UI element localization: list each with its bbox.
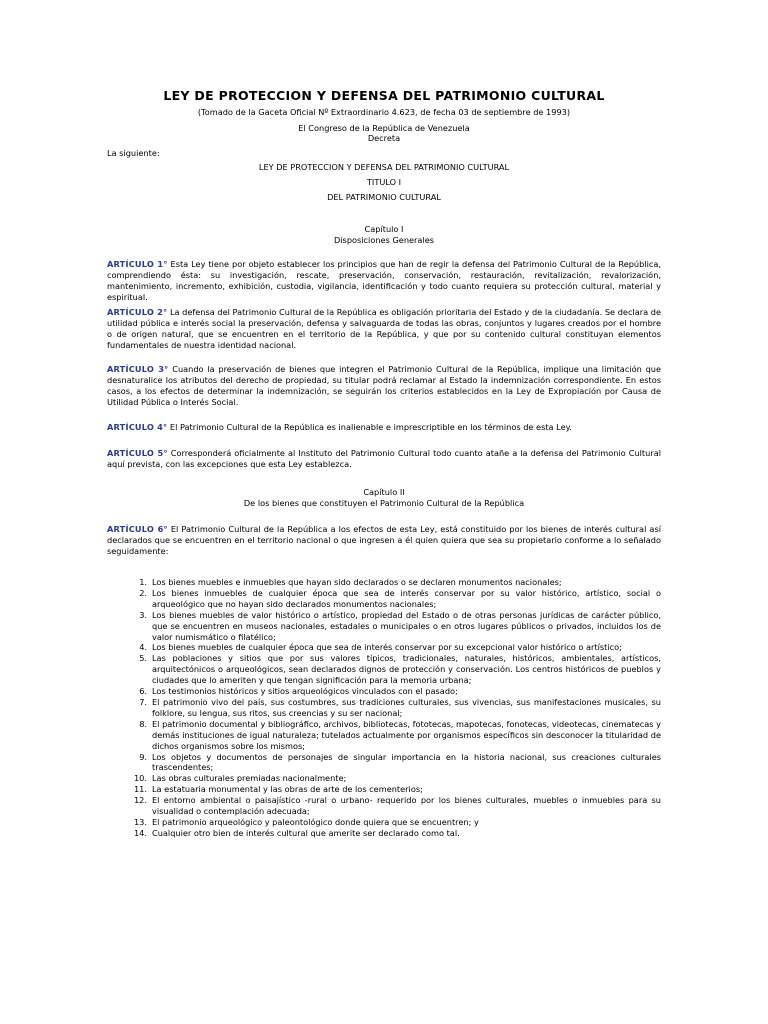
decreta-line: Decreta [367, 133, 401, 143]
list-item-number: 10. [133, 773, 147, 784]
list-item-number: 6. [139, 686, 147, 697]
article-3-text: Cuando la preservación de bienes que integren el Patrimonio Cultural de la República, implique una limitación que desnaturalice los atributos del derecho de propiedad, su titular podrá reclamar al Estado la indemnización correspondiente. En estos casos, a los efectos de determinar la indemnización, se seguirán los criterios establecidos en la Ley de Expropiación por Causa de Utilidad Pública o Interés Social. [107, 364, 661, 407]
article-4-label: ARTÍCULO 4° [107, 422, 168, 432]
list-item-text: Los objetos y documentos de personajes de singular importancia en la historia nacional, sus creaciones culturales trascendentes; [152, 751, 661, 773]
list-item-number: 2. [139, 587, 147, 598]
list-item-number: 9. [139, 751, 147, 762]
list-item [107, 653, 661, 686]
article-6-label: ARTÍCULO 6° [107, 524, 168, 534]
list-item [107, 642, 661, 653]
article-5 [107, 448, 661, 470]
list-item [107, 795, 661, 817]
list-item-number: 4. [139, 642, 147, 653]
list-item-number: 3. [139, 609, 147, 620]
list-item-number: 13. [133, 816, 147, 827]
chapter-2-label: Capítulo II [363, 487, 405, 497]
article-2-label: ARTÍCULO 2° [107, 307, 168, 317]
chapter-1-name: Disposiciones Generales [333, 235, 435, 245]
chapter-1-label: Capítulo I [364, 224, 404, 234]
list-item [107, 784, 661, 795]
list-item-text: El entorno ambiental o paisajístico -rural o urbano- requerido por los bienes culturales, muebles o inmuebles para su visualidad o contemplación adecuada; [152, 795, 661, 817]
article-4-text: El Patrimonio Cultural de la República es inalienable e imprescriptible en los términos de esta Ley. [167, 422, 572, 432]
article-6 [107, 524, 661, 557]
list-item [107, 817, 661, 828]
article-1-label: ARTÍCULO 1° [107, 259, 168, 269]
list-item [107, 752, 661, 774]
list-item [107, 610, 661, 643]
list-item-text: Los bienes muebles de valor histórico o artístico, propiedad del Estado o de otras personas jurídicas de carácter público, que se encuentren en museos nacionales, estadales o municipales o en otros lugares públicos o privados, incluidos los de valor numismático o filatélico; [152, 609, 661, 642]
list-item-number: 11. [133, 784, 147, 795]
list-item-number: 7. [139, 696, 147, 707]
law-title: LEY DE PROTECCION Y DEFENSA DEL PATRIMONIO CULTURAL [258, 162, 510, 172]
article-3 [107, 364, 661, 408]
list-item-text: El patrimonio vivo del país, sus costumbres, sus tradiciones culturales, sus vivencias, sus manifestaciones musicales, su folklore, su lengua, sus ritos, sus creencias y su ser nacional; [152, 696, 661, 718]
list-item [107, 577, 661, 588]
list-item-number: 8. [139, 718, 147, 729]
list-item-text: Los bienes muebles de cualquier época que sea de interés conservar por su excepcional valor histórico o artístico; [152, 642, 622, 653]
list-item-text: El patrimonio arqueológico y paleontológico donde quiera que se encuentren; y [152, 816, 479, 827]
list-item-text: Los bienes inmuebles de cualquier época que sea de interés conservar por su valor histórico, artístico, social o arqueológico que no hayan sido declarados monumentos nacionales; [152, 587, 661, 609]
article-3-label: ARTÍCULO 3° [107, 364, 169, 374]
list-item-text: Los testimonios históricos y sitios arqueológicos vinculados con el pasado; [152, 686, 458, 697]
intro-line: La siguiente: [107, 148, 160, 158]
list-item [107, 697, 661, 719]
article-5-label: ARTÍCULO 5° [107, 448, 168, 458]
article-2-text: La defensa del Patrimonio Cultural de la República es obligación prioritaria del Estado y de la ciudadanía. Se declara de utilidad pública e interés social la preservación, defensa y salvaguarda de todas las obras, conjuntos y lugares creados por el hombre o de origen natural, que se encuentren en el territorio de la República, y que por su contenido cultural constituyan elementos fundamentales de nuestra identidad nacional. [107, 307, 661, 350]
article-2 [107, 307, 661, 351]
titulo-name: DEL PATRIMONIO CULTURAL [327, 192, 441, 202]
list-item-number: 12. [133, 795, 147, 806]
list-item-text: Las poblaciones y sitios que por sus valores típicos, tradicionales, naturales, históricos, ambientales, artísticos, arquitectónicos o arqueológicos, sean declarados dignos de protección y conservación. Los centros históricos de pueblos y ciudades que lo ameriten y que tengan significación para la memoria urbana; [152, 653, 661, 686]
list-item [107, 773, 661, 784]
list-item [107, 719, 661, 752]
congress-line: El Congreso de la República de Venezuela [298, 123, 470, 133]
list-item-number: 5. [139, 653, 147, 664]
item-list [107, 577, 661, 839]
list-item [107, 588, 661, 610]
list-item [107, 686, 661, 697]
article-4 [107, 422, 661, 433]
article-5-text: Corresponderá oficialmente al Instituto del Patrimonio Cultural todo cuanto atañe a la defensa del Patrimonio Cultural aquí prevista, con las excepciones que esta Ley establezca. [107, 448, 661, 469]
chapter-2-name: De los bienes que constituyen el Patrimonio Cultural de la República [243, 498, 525, 508]
list-item-text: Los bienes muebles e inmuebles que hayan sido declarados o se declaren monumentos nacionales; [152, 577, 562, 587]
titulo-heading: TITULO I [366, 177, 402, 187]
article-1 [107, 259, 661, 303]
list-item-number: 14. [133, 827, 147, 838]
article-6-text: El Patrimonio Cultural de la República a los efectos de esta Ley, está constituido por los bienes de interés cultural así declarados que se encuentren en el territorio nacional o que ingresen a él quien quiera que sea su propietario conforme a lo señalado seguidamente: [107, 524, 661, 556]
list-item-text: La estatuaria monumental y las obras de arte de los cementerios; [152, 784, 423, 795]
list-item [107, 828, 661, 839]
document-title: LEY DE PROTECCION Y DEFENSA DEL PATRIMONIO CULTURAL [163, 88, 605, 103]
list-item-text: El patrimonio documental y bibliográfico, archivos, bibliotecas, fototecas, mapotecas, fonotecas, videotecas, cinematecas y demás instituciones de igual naturaleza; tutelados actualmente por organismos específicos sin desconocer la titularidad de dichos organismos sobre los mismos; [152, 718, 661, 751]
list-item-text: Las obras culturales premiadas nacionalmente; [152, 773, 347, 784]
document-subtitle: (Tomado de la Gaceta Oficial Nº Extraordinario 4.623, de fecha 03 de septiembre de 1993) [197, 107, 571, 117]
list-item-text: Cualquier otro bien de interés cultural que amerite ser declarado como tal. [152, 827, 460, 838]
article-1-text: Esta Ley tiene por objeto establecer los principios que han de regir la defensa del Patrimonio Cultural de la República, comprendiendo ésta: su investigación, rescate, preservación, conservación, restauración, revitalización, revalorización, mantenimiento, incremento, exhibición, custodia, vigilancia, identificación y todo cuanto requiera su protección cultural, material y espiritual. [107, 259, 661, 302]
list-item-number: 1. [139, 577, 147, 587]
